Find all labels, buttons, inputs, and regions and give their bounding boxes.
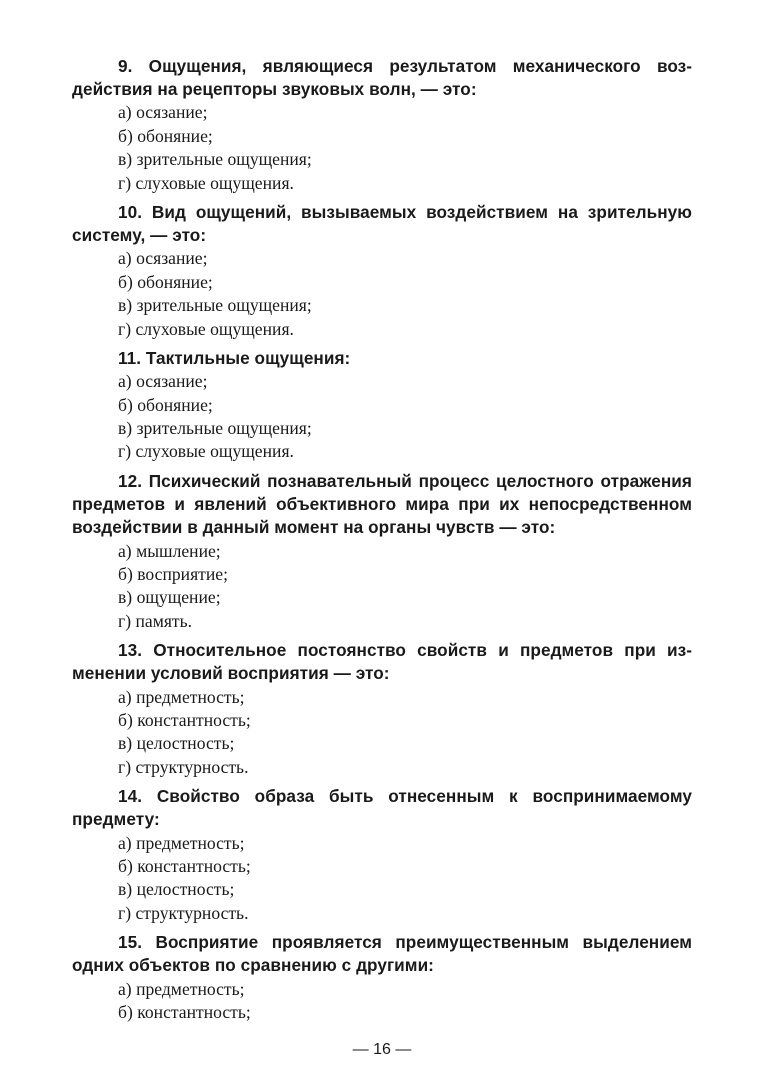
question-text: 11. Тактильные ощущения:: [118, 348, 351, 369]
question-12: [72, 470, 692, 633]
answer-option: в) ощущение;: [118, 587, 221, 608]
answer-option: б) константность;: [118, 709, 251, 730]
answer-option: б) константность;: [118, 1002, 251, 1022]
question-text: 10. Вид ощущений, вызываемых воздействием на зрительную систему, — это:: [72, 202, 692, 246]
answer-list: [72, 247, 692, 341]
answer-list: [72, 978, 692, 1025]
answer-option: г) слуховые ощущения.: [118, 318, 294, 339]
question-text: 12. Психический познавательный процесс целостного отражения предметов и явлений объективного мира при их непосредственном воздействии в данный момент на органы чувств — это:: [72, 470, 692, 538]
answer-option: а) осязание;: [118, 102, 208, 123]
answer-option: в) зрительные ощущения;: [118, 418, 312, 439]
answer-option: а) мышление;: [118, 540, 221, 561]
answer-option: г) структурность.: [118, 756, 249, 777]
answer-option: б) обоняние;: [118, 271, 213, 292]
answer-option: г) слуховые ощущения.: [118, 441, 294, 462]
question-text: 14. Свойство образа быть отнесенным к воспринимаемому предмету:: [72, 786, 692, 830]
answer-option: б) обоняние;: [118, 394, 213, 415]
answer-option: в) целостность;: [118, 733, 235, 754]
question-text: 9. Ощущения, являющиеся результатом механического воздействия на рецепторы звуковых волн, — это:: [72, 56, 692, 100]
answer-option: а) осязание;: [118, 248, 208, 269]
answer-option: а) предметность;: [118, 832, 245, 853]
question-15: [72, 931, 692, 1024]
page-content: [72, 55, 692, 1030]
answer-option: а) осязание;: [118, 371, 208, 392]
page-number: — 16 —: [352, 1041, 412, 1058]
question-9: [72, 55, 692, 195]
answer-option: в) зрительные ощущения;: [118, 149, 312, 170]
question-text: 13. Относительное постоянство свойств и предметов при изменении условий восприятия — это:: [72, 640, 692, 684]
answer-option: б) восприятие;: [118, 563, 228, 584]
question-text: 15. Восприятие проявляется преимущественным выделением одних объектов по сравнению с другими:: [72, 932, 692, 976]
answer-list: [72, 540, 692, 634]
answer-list: [72, 370, 692, 464]
question-13: [72, 639, 692, 779]
answer-option: г) структурность.: [118, 902, 249, 923]
answer-list: [72, 101, 692, 195]
answer-option: г) слуховые ощущения.: [118, 172, 294, 193]
answer-option: б) константность;: [118, 855, 251, 876]
answer-option: а) предметность;: [118, 686, 245, 707]
answer-option: в) зрительные ощущения;: [118, 295, 312, 316]
answer-list: [72, 686, 692, 780]
answer-list: [72, 832, 692, 926]
answer-option: г) память.: [118, 610, 193, 631]
answer-option: б) обоняние;: [118, 125, 213, 146]
question-11: [72, 347, 692, 464]
answer-option: в) целостность;: [118, 879, 235, 900]
question-10: [72, 201, 692, 341]
answer-option: а) предметность;: [118, 978, 245, 999]
question-14: [72, 785, 692, 925]
